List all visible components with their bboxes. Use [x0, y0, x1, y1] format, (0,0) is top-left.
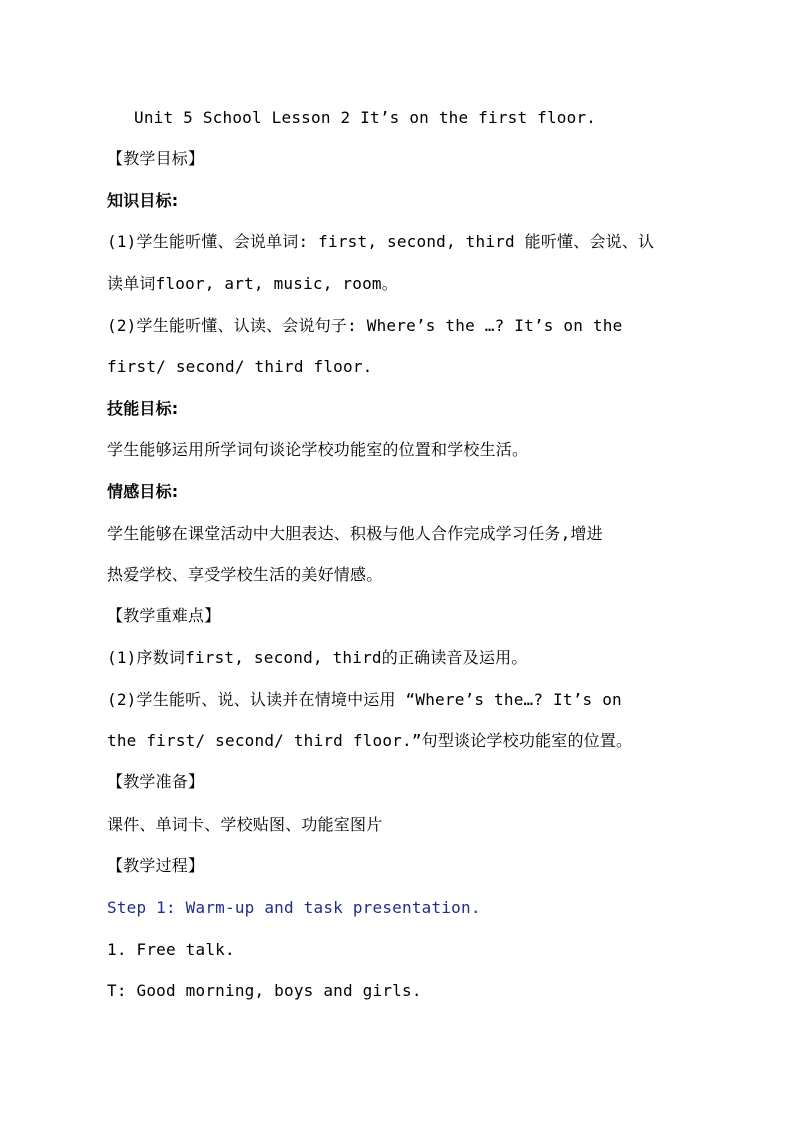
- preparation-text: 课件、单词卡、学校贴图、功能室图片: [107, 815, 383, 834]
- knowledge-goals-label: 知识目标:: [107, 191, 179, 210]
- step-1-heading: Step 1: Warm-up and task presentation.: [107, 898, 481, 917]
- key-point-2-line2: the first/ second/ third floor.”句型谈论学校功能室的位置。: [107, 731, 633, 750]
- emotion-goals-line2: 热爱学校、享受学校生活的美好情感。: [107, 565, 383, 584]
- emotion-goals-line1: 学生能够在课堂活动中大胆表达、积极与他人合作完成学习任务,增进: [107, 524, 603, 543]
- emotion-goals-label: 情感目标:: [107, 482, 179, 501]
- knowledge-goal-2-line2: first/ second/ third floor.: [107, 357, 373, 376]
- teaching-goals-heading: 【教学目标】: [107, 149, 205, 168]
- key-points-heading: 【教学重难点】: [107, 606, 221, 625]
- free-talk-item: 1. Free talk.: [107, 940, 235, 959]
- skill-goals-text: 学生能够运用所学词句谈论学校功能室的位置和学校生活。: [107, 440, 529, 459]
- knowledge-goal-1-line1: (1)学生能听懂、会说单词: first, second, third 能听懂、会说、认: [107, 232, 655, 251]
- key-point-2-line1: (2)学生能听、说、认读并在情境中运用 “Where’s the…? It’s on: [107, 690, 622, 709]
- knowledge-goal-2-line1: (2)学生能听懂、认读、会说句子: Where’s the …? It’s on the: [107, 316, 623, 335]
- key-point-1: (1)序数词first, second, third的正确读音及运用。: [107, 648, 528, 667]
- preparation-heading: 【教学准备】: [107, 772, 205, 791]
- page-title: Unit 5 School Lesson 2 It’s on the first floor.: [134, 108, 597, 127]
- teacher-dialogue-line: T: Good morning, boys and girls.: [107, 981, 422, 1000]
- skill-goals-label: 技能目标:: [107, 399, 179, 418]
- knowledge-goal-1-line2: 读单词floor, art, music, room。: [107, 274, 398, 293]
- process-heading: 【教学过程】: [107, 856, 205, 875]
